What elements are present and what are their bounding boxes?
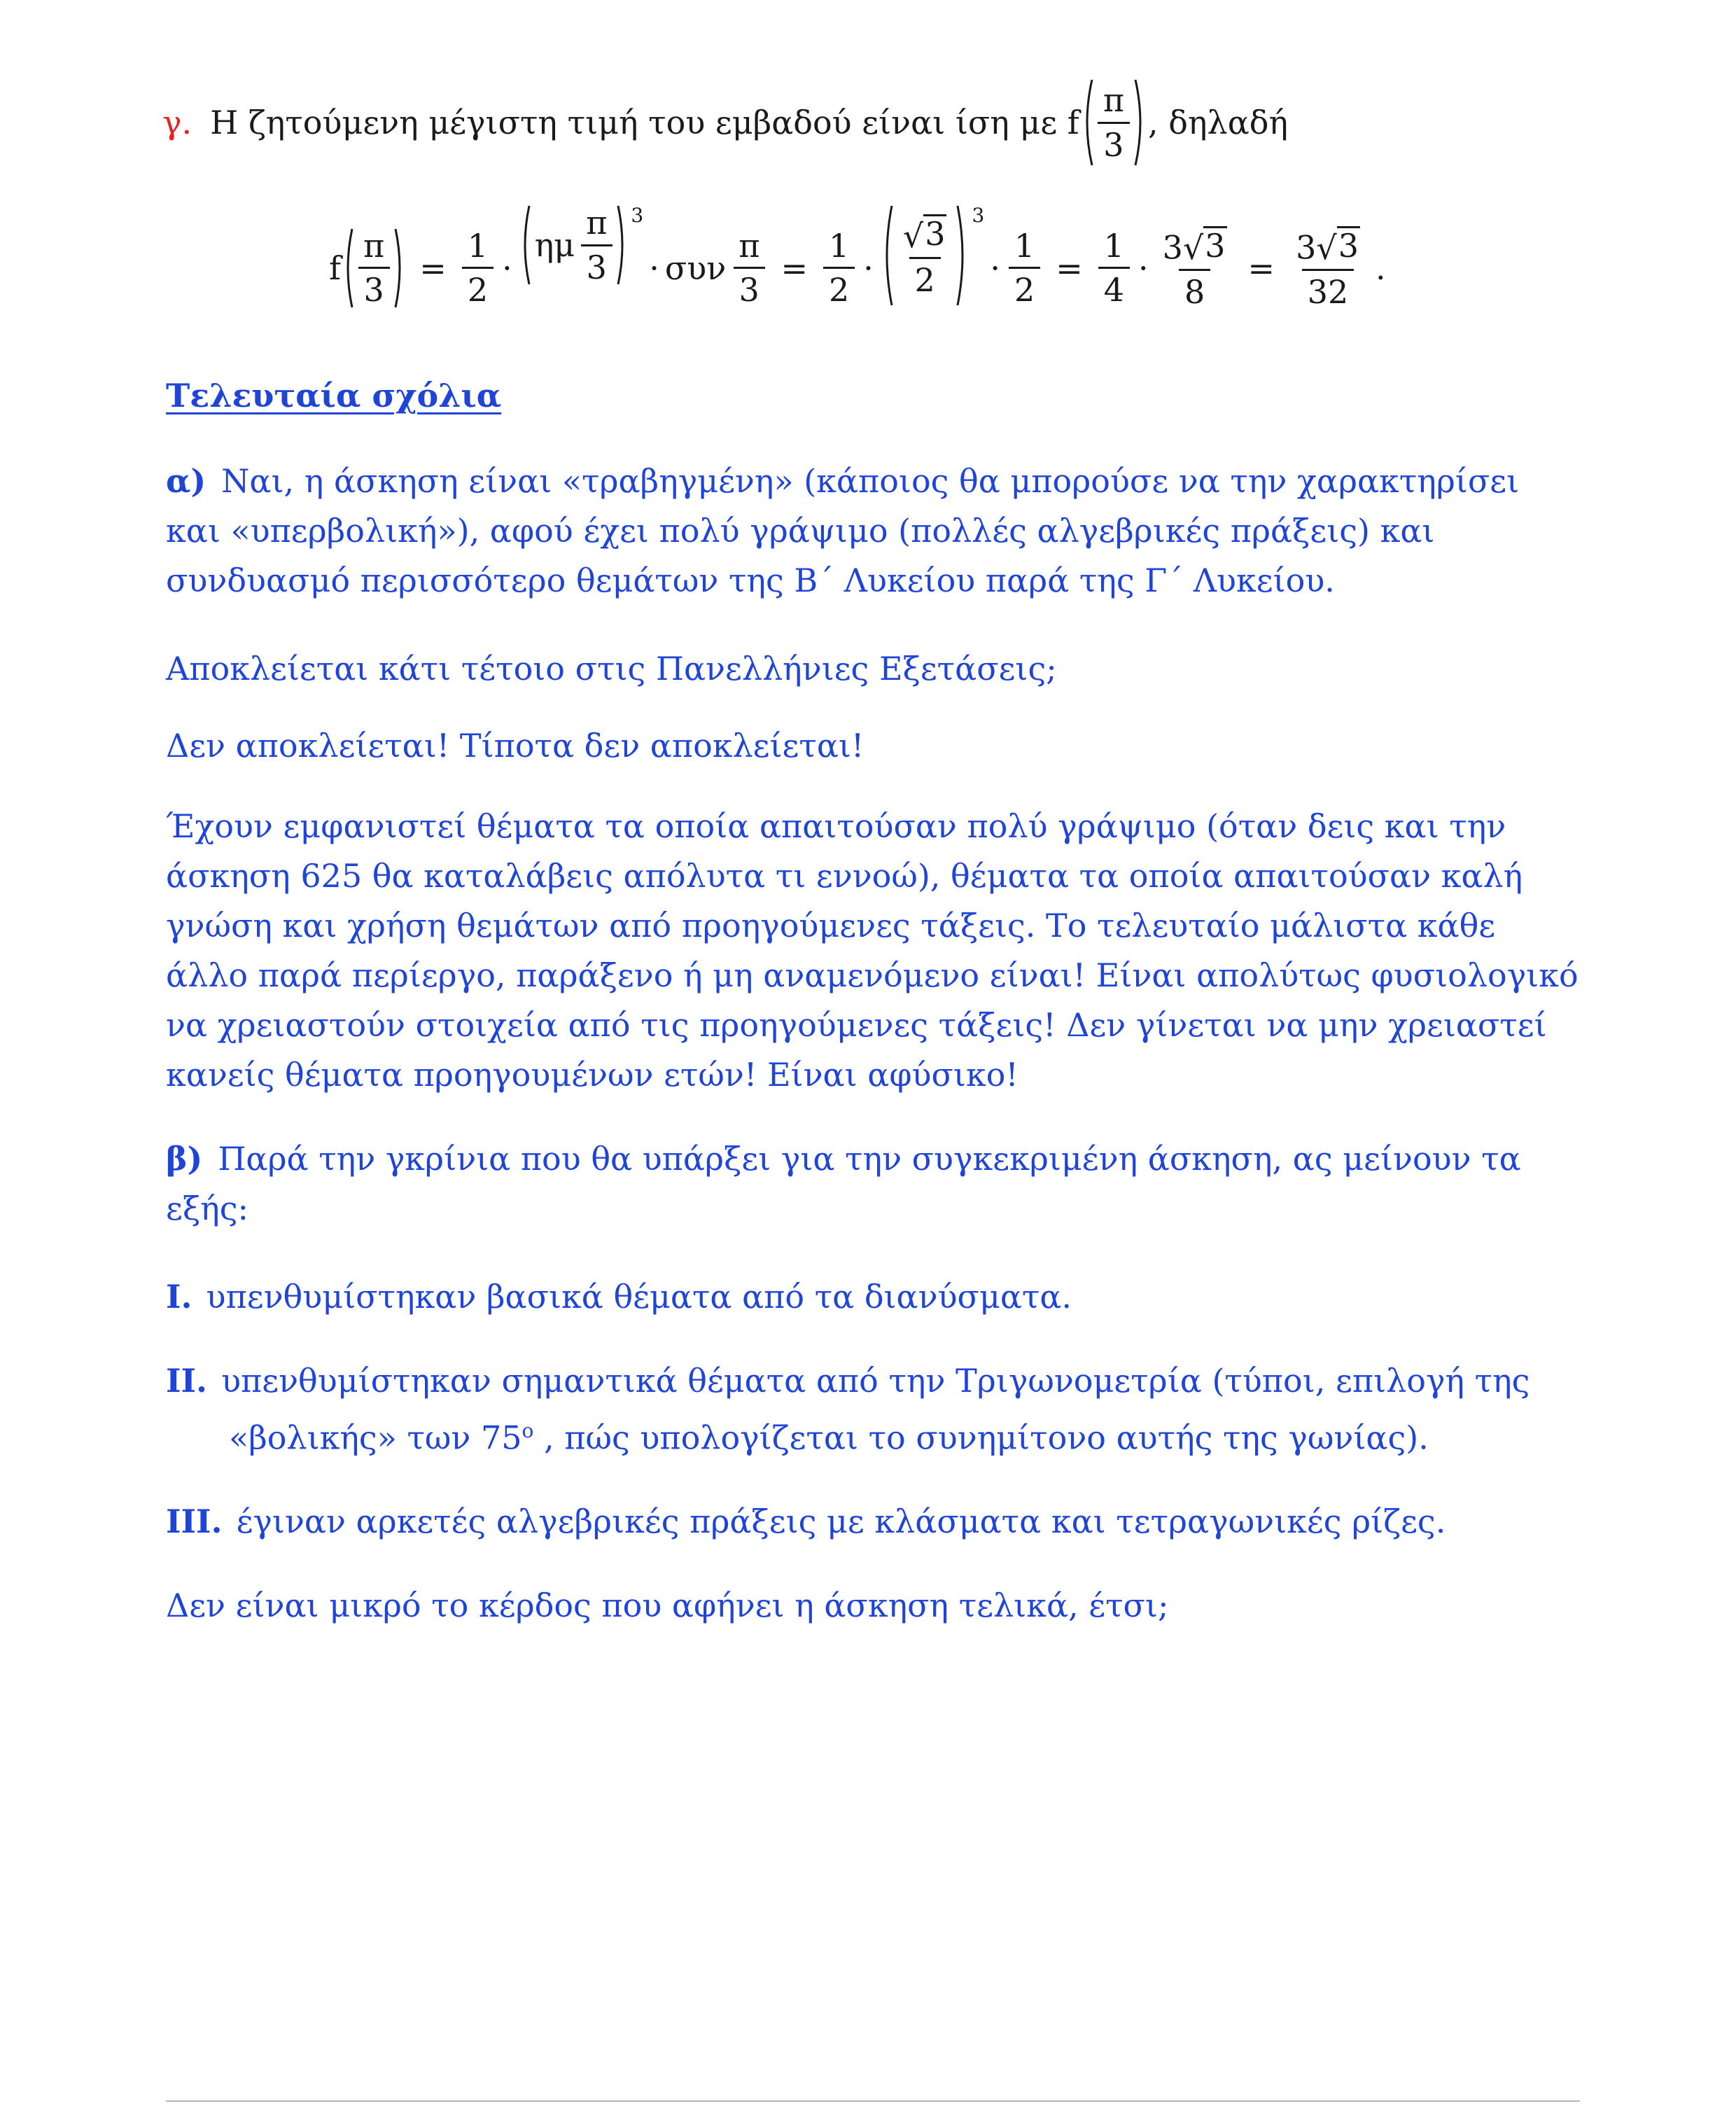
- question-1: Αποκλείεται κάτι τέτοιο στις Πανελλήνιες Εξετάσεις;: [166, 650, 1057, 688]
- fraction: 3 √ 3 32: [1296, 227, 1359, 312]
- comment-a-text: Ναι, η άσκηση είναι «τραβηγμένη» (κάποιος θα μπορούσε να την χαρακτηρίσει και «υπερβολική»), αφού έχει πολύ γράψιμο (πολλές αλγεβρικές πράξεις) και συνδυασμό περισσότερο θεμάτων της Β΄ Λυκείου παρά της Γ΄ Λυκείου.: [166, 462, 1520, 599]
- comment-b-label: β): [166, 1140, 203, 1178]
- comment-b-text: Παρά την γκρίνια που θα υπάρξει για την συγκεκριμένη άσκηση, ας μείνουν τα εξής:: [166, 1140, 1521, 1227]
- list-item-ii: ΙΙ. υπενθυμίστηκαν σημαντικά θέματα από την Τριγωνομετρία (τύποι, επιλογή της «βολικής» των $75^o$ , πώς υπολογίζεται το συνημίτονο αυτής της γωνίας).: [166, 1362, 1530, 1457]
- answer-1: Δεν αποκλείεται! Τίποτα δεν αποκλείεται!: [166, 727, 864, 765]
- part-g-text-after: , δηλαδή: [1148, 104, 1289, 141]
- fraction: $\frac{1}{2}$: [462, 229, 493, 307]
- fraction: $\frac{1}{4}$: [1098, 229, 1130, 307]
- left-paren: [1079, 77, 1095, 168]
- part-g-text: Η ζητούμενη μέγιστη τιμή του εμβαδού είναι ίση με f: [210, 104, 1079, 141]
- fraction: $\frac{\pi}{3}$: [733, 229, 765, 307]
- footer-divider: [166, 2100, 1580, 2102]
- comment-a: [166, 456, 1580, 606]
- fraction: 3 √ 3 8: [1162, 227, 1226, 312]
- list-item-i: Ι. υπενθυμίστηκαν βασικά θέματα από τα διανύσματα.: [166, 1278, 1072, 1316]
- fraction: $\frac{\pi}{3}$: [580, 206, 612, 284]
- paragraph-previous-topics: Έχουν εμφανιστεί θέματα τα οποία απαιτούσαν πολύ γράψιμο (όταν δεις και την άσκηση 625 θα καταλάβεις απόλυτα τι εννοώ), θέματα τα οποία απαιτούσαν καλή γνώση και χρήση θεμάτων από προηγούμενες τάξεις. Το τελευταίο μάλιστα κάθε άλλο παρά περίεργο, παράξενο ή μη αναμενόμενο είναι! Είναι απολύτως φυσιολογικό να χρειαστούν στοιχεία από τις προηγούμενες τάξεις! Δεν γίνεται να μην χρειαστεί κανείς θέματα προηγουμένων ετών! Είναι αφύσικο!: [166, 807, 1578, 1094]
- comments-heading: Τελευταία σχόλια: [166, 377, 502, 414]
- power-group: √ 3 2 $^3$: [879, 203, 984, 333]
- comment-a-label: α): [166, 462, 206, 500]
- fraction: $\frac{\pi}{3}$: [358, 229, 390, 307]
- right-paren: [1133, 77, 1148, 168]
- closing-line: Δεν είναι μικρό το κέρδος που αφήνει η άσκηση τελικά, έτσι;: [166, 1587, 1169, 1624]
- fraction: $\frac{1}{2}$: [1009, 229, 1040, 307]
- sqrt: √ 3: [1182, 227, 1226, 267]
- part-g-label: γ.: [162, 104, 192, 141]
- fraction: √ 3 2: [902, 214, 946, 299]
- sqrt: √ 3: [1316, 227, 1359, 267]
- list-item-iii: ΙΙΙ. έγιναν αρκετές αλγεβρικές πράξεις με κλάσματα και τετραγωνικές ρίζες.: [166, 1502, 1446, 1540]
- fraction: $\frac{1}{2}$: [823, 229, 855, 307]
- max-area-formula: f $\frac{\pi}{3}$ = $\frac{1}{2}$ · ημ $\frac{\pi}{3}$ $^3$ · συν $\frac{\pi}{3}$ = $\frac{1}{2}$ · √ 3 2 $^3$ · $\frac{1}{2}$ = $\frac{1}{4}$ · 3 √ 3 8 = 3 √ 3 32 .: [329, 203, 1386, 333]
- sqrt: √ 3: [902, 214, 946, 255]
- pi-over-3-fraction: $\frac{\pi}{3}$: [1098, 83, 1130, 162]
- part-g-line: [162, 70, 1288, 175]
- power-group: ημ $\frac{\pi}{3}$ $^3$: [518, 203, 644, 333]
- comment-b: [166, 1134, 1580, 1234]
